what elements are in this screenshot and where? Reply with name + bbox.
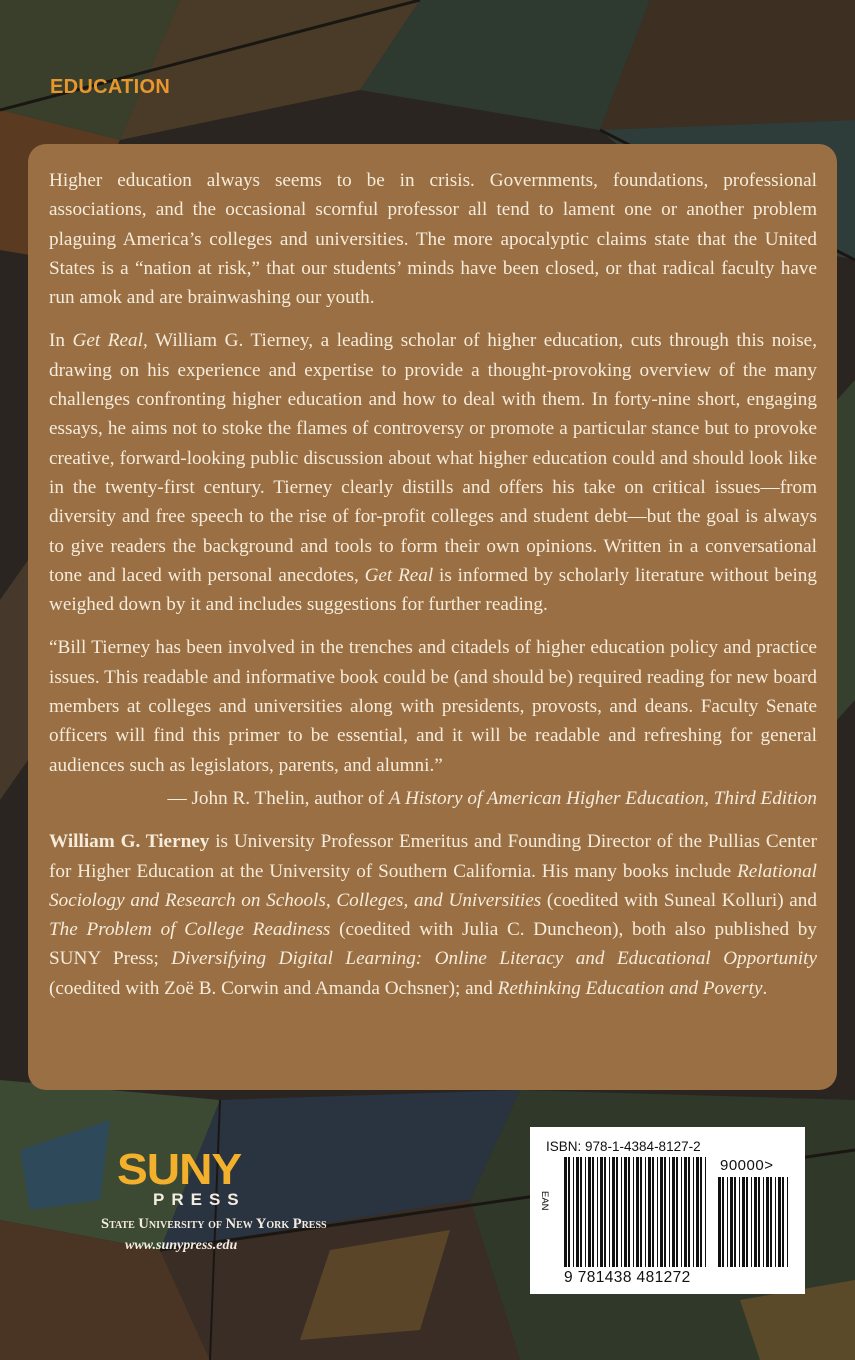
price-code: 90000>: [720, 1157, 774, 1174]
press-logo-word: PRESS: [153, 1190, 246, 1209]
isbn-number: ISBN: 978-1-4384-8127-2: [546, 1139, 701, 1154]
description-paragraph-2: In Get Real, William G. Tierney, a leading scholar of higher education, cuts through this noise, drawing on his experience and expertise to provide a thought-provoking overview of the many challenges confronting higher education and how to deal with them. In forty-nine short, engaging essays, he aims not to stoke the flames of controversy or promote a particular stance but to provoke creative, forward-looking public discussion about what higher education could and should look like in the twenty-first century. Tierney clearly distills and offers his take on critical issues—from diversity and free speech to the rise of for-profit colleges and student debt—but the goal is always to give readers the background and tools to form their own opinions. Written in a conversational tone and laced with personal anecdotes, Get Real is informed by scholarly literature without being weighed down by it and includes suggestions for further reading.: [49, 330, 817, 616]
ean-label: EAN: [539, 1191, 550, 1211]
category-label: EDUCATION: [50, 76, 171, 98]
endorsement-attribution: — John R. Thelin, author of A History of American Higher Education, Third Edition: [167, 787, 817, 809]
publisher-url: www.sunypress.edu: [125, 1238, 238, 1253]
back-cover-text-panel: [28, 144, 837, 1090]
author-bio: William G. Tierney is University Professor Emeritus and Founding Director of the Pullias Center for Higher Education at the University of Southern California. His many books include Relational Sociology and Research on Schools, Colleges, and Universities (coedited with Suneal Kolluri) and The Problem of College Readiness (coedited with Julia C. Duncheon), both also published by SUNY Press; Diversifying Digital Learning: Online Literacy and Educational Opportunity (coedited with Zoë B. Corwin and Amanda Ochsner); and Rethinking Education and Poverty.: [49, 831, 818, 999]
isbn-barcode: [530, 1127, 805, 1294]
book-title: Get Real: [364, 564, 434, 586]
author-name: William G. Tierney: [49, 831, 210, 853]
ean-digits: 9 781438 481272: [564, 1269, 691, 1286]
suny-logo-wordmark: SUNY: [117, 1145, 242, 1194]
endorser-book-title: A History of American Higher Education, Third Edition: [388, 787, 817, 809]
endorsement-quote: “Bill Tierney has been involved in the trenches and citadels of higher education policy and practice issues. This readable and informative book could be (and should be) required reading for new board members at colleges and universities along with presidents, provosts, and deans. Faculty Senate officers will find this primer to be essential, and it will be readable and refreshing for general audiences such as legislators, parents, and alumni.”: [49, 637, 817, 776]
publisher-name: State University of New York Press: [101, 1216, 327, 1232]
book-title: Get Real: [72, 330, 143, 352]
suny-press-logo: [101, 1145, 327, 1258]
description-paragraph-1: Higher education always seems to be in crisis. Governments, foundations, professional associations, and the occasional scornful professor all tend to lament one or another problem plaguing America’s colleges and universities. The more apocalyptic claims state that the United States is a “nation at risk,” that our students’ minds have been closed, or that radical faculty have run amok and are brainwashing our youth.: [49, 170, 817, 309]
